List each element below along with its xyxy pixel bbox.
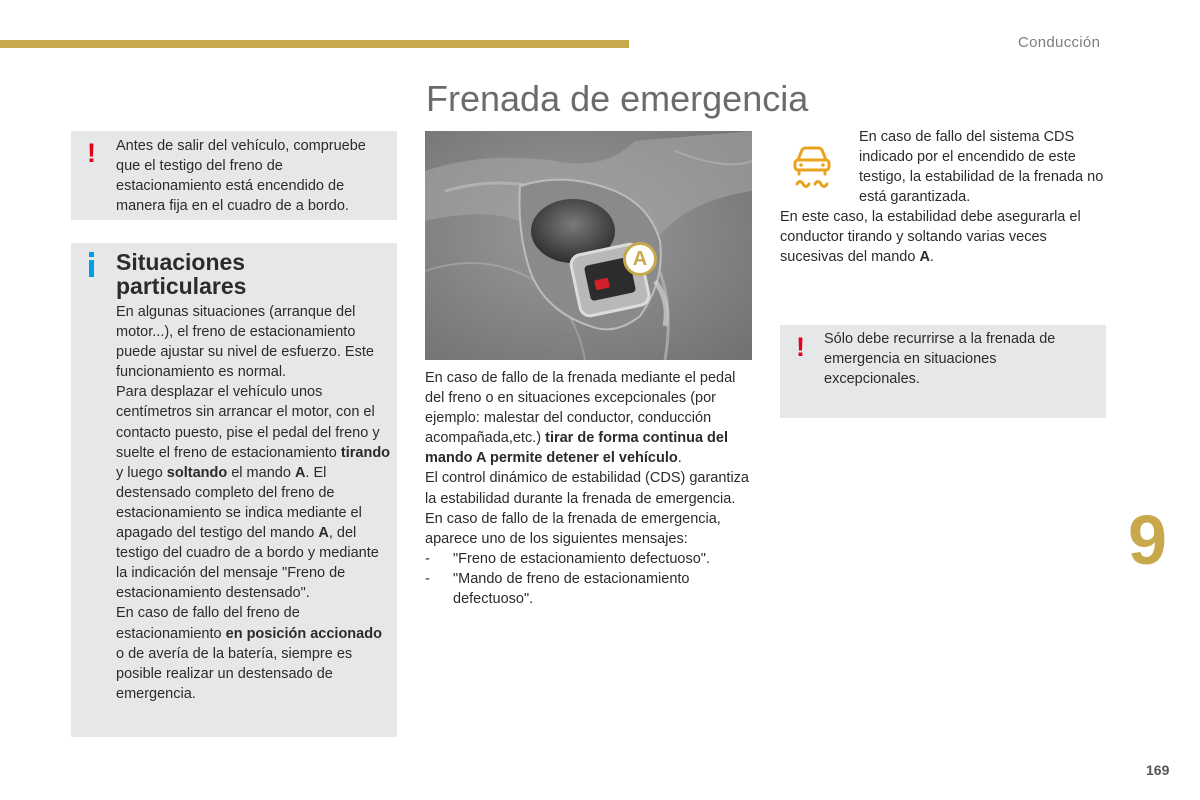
warning-exclamation-icon: ! — [796, 332, 805, 362]
header-accent-bar — [0, 40, 629, 48]
cds-warning-text: En caso de fallo del sistema CDS indicado por el encendido de este testigo, la estabilidad de la frenada no está garantizada. — [859, 129, 1104, 206]
info-box-body — [116, 302, 394, 704]
middle-text-column — [425, 368, 751, 609]
info-paragraph-3: En caso de fallo del freno de estacionamiento en posición accionado o de avería de la batería, siempre es posible realizar un destensado de emergencia. — [116, 605, 382, 702]
info-box-situaciones — [71, 243, 397, 737]
warning-box-top — [71, 131, 397, 220]
stability-control-icon — [789, 142, 835, 190]
page-title: Frenada de emergencia — [426, 78, 809, 119]
info-paragraph-1: En algunas situaciones (arranque del motor...), el freno de estacionamiento puede ajustar su nivel de esfuerzo. Este funcionamiento es normal. — [116, 304, 374, 381]
callout-a-badge: A — [623, 242, 657, 276]
info-icon — [89, 252, 94, 277]
right-paragraph: En este caso, la estabilidad debe asegurarla el conductor tirando y soltando varias veces sucesivas del mando A. — [780, 209, 1081, 266]
parking-brake-photo — [425, 131, 752, 360]
middle-paragraph-2: El control dinámico de estabilidad (CDS) garantiza la estabilidad durante la frenada de emergencia. — [425, 470, 749, 507]
middle-paragraph-1: En caso de fallo de la frenada mediante el pedal del freno o en situaciones excepcionales (por ejemplo: malestar del conductor, conducción acompañada,etc.) tirar de forma continua del mando A permite detener el vehículo. — [425, 370, 736, 467]
message-list-item: - "Freno de estacionamiento defectuoso". — [425, 550, 710, 567]
warning-box-right — [780, 325, 1106, 418]
warning-text: Antes de salir del vehículo, compruebe que el testigo del freno de estacionamiento está encendido de manera fija en el cuadro de a bordo. — [116, 138, 366, 215]
info-paragraph-2: Para desplazar el vehículo unos centímetros sin arrancar el motor, con el contacto puesto, pise el pedal del freno y suelte el freno de estacionamiento tirando y luego soltando el mando A. El destensado completo del freno de estacionamiento se indica mediante el apagado del testigo del mando A, del testigo del cuadro de a bordo y mediante la indicación del mensaje "Freno de estacionamiento destensado". — [116, 384, 391, 602]
warning-exclamation-icon: ! — [87, 138, 96, 168]
page-number: 169 — [1146, 762, 1170, 778]
warning-right-text: Sólo debe recurrirse a la frenada de emergencia en situaciones excepcionales. — [824, 331, 1056, 388]
info-box-title: Situaciones particulares — [116, 249, 247, 299]
chapter-number: 9 — [1128, 501, 1167, 579]
message-list — [425, 549, 751, 609]
section-label: Conducción — [1018, 34, 1101, 51]
middle-paragraph-3: En caso de fallo de la frenada de emergencia, aparece uno de los siguientes mensajes: — [425, 510, 721, 547]
message-list-item: - "Mando de freno de estacionamiento defectuoso". — [425, 570, 690, 608]
